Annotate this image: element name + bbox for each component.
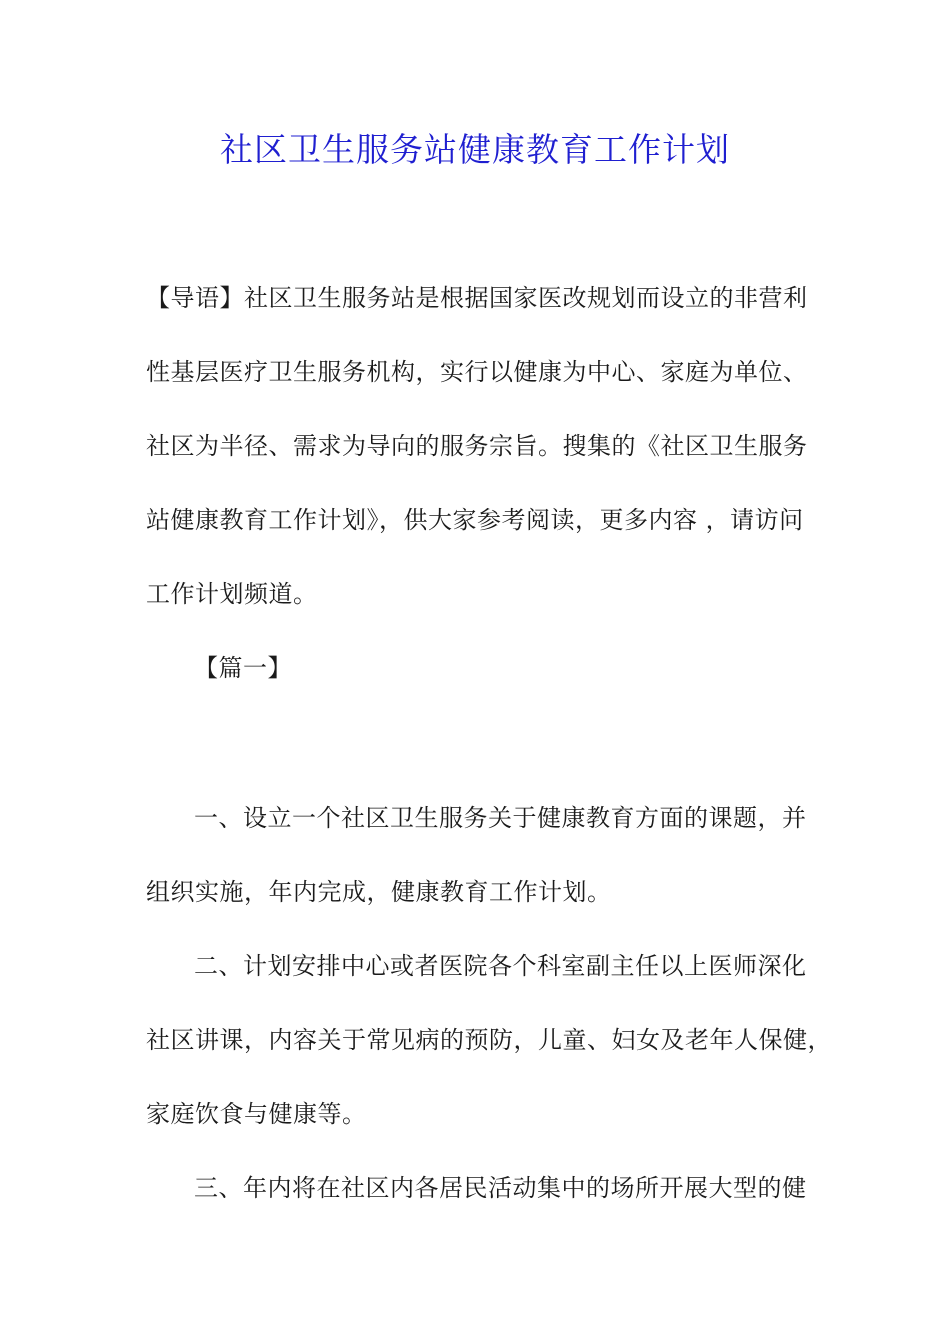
- intro-line: 社区为半径、需求为导向的服务宗旨。搜集的《社区卫生服务: [146, 432, 808, 460]
- intro-line: 站健康教育工作计划》，供大家参考阅读，更多内容 ，请访问: [146, 506, 804, 534]
- item-line: 组织实施，年内完成，健康教育工作计划。: [146, 878, 612, 906]
- document-title: 社区卫生服务站健康教育工作计划: [220, 130, 730, 169]
- item-line: 家庭饮食与健康等。: [146, 1100, 367, 1128]
- item-line: 三、年内将在社区内各居民活动集中的场所开展大型的健: [194, 1174, 807, 1202]
- intro-line: 性基层医疗卫生服务机构，实行以健康为中心、家庭为单位、: [146, 358, 808, 386]
- intro-line: 工作计划频道。: [146, 580, 318, 608]
- item-line: 社区讲课，内容关于常见病的预防，儿童、妇女及老年人保健，: [146, 1026, 832, 1054]
- item-line: 二、计划安排中心或者医院各个科室副主任以上医师深化: [194, 952, 807, 980]
- intro-line: 【导语】社区卫生服务站是根据国家医改规划而设立的非营利: [146, 284, 808, 312]
- section-heading: 【篇一】: [194, 654, 292, 682]
- item-line: 一、设立一个社区卫生服务关于健康教育方面的课题，并: [194, 804, 807, 832]
